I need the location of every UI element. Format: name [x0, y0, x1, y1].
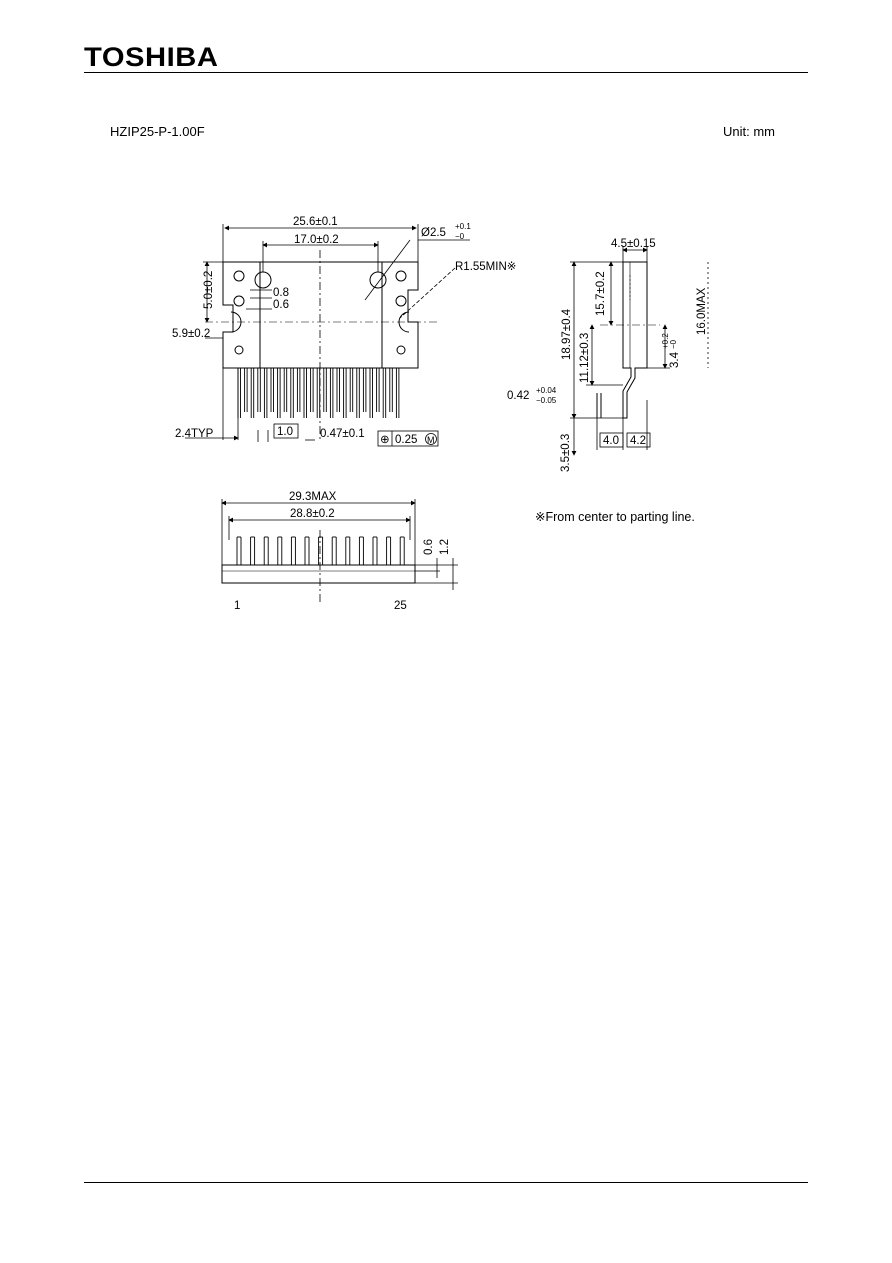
dim-d1: 0.6	[423, 539, 435, 555]
front-dimension-lines	[185, 224, 470, 442]
dim-h3: 11.12±0.3	[579, 332, 591, 383]
footnote: ※From center to parting line.	[535, 510, 695, 524]
dim-width: 25.6±0.1	[293, 216, 338, 228]
dim-h5: 3.4	[669, 352, 681, 368]
dim-v2: 5.9±0.2	[172, 328, 211, 340]
dim-b2: 4.0	[603, 435, 619, 447]
dim-h5-minus: −0	[669, 339, 678, 349]
dim-h2: 18.97±0.4	[561, 308, 573, 360]
dim-typ: 2.4TYP	[175, 428, 214, 440]
dim-h4: 16.0MAX	[696, 287, 708, 335]
dim-h1: 15.7±0.2	[595, 271, 607, 316]
dim-b3: 4.2	[630, 435, 646, 447]
dim-lead-t-minus: −0.05	[536, 396, 557, 405]
dim-08: 0.8	[273, 287, 289, 299]
unit-label: Unit: mm	[723, 124, 775, 139]
dim-lead-t: 0.42	[507, 390, 530, 402]
dim-lead-t-plus: +0.04	[536, 386, 557, 395]
dim-v1: 5.0±0.2	[203, 270, 215, 309]
dim-hole-dia: Ø2.5	[421, 227, 446, 239]
dim-06: 0.6	[273, 299, 289, 311]
dim-h5-plus: +0.2	[661, 333, 670, 349]
package-name: HZIP25-P-1.00F	[110, 124, 205, 139]
footer-rule	[84, 1182, 808, 1183]
dim-d2: 1.2	[439, 539, 451, 555]
pos-tol: 0.25	[395, 434, 418, 446]
bottom-leads	[237, 537, 404, 565]
side-dimension-labels	[507, 238, 708, 472]
dim-b1: 3.5±0.3	[560, 433, 572, 472]
front-leads	[238, 368, 399, 418]
dim-radius: R1.55MIN※	[455, 261, 517, 273]
toshiba-logo: TOSHIBA	[84, 42, 219, 72]
dim-hole-tol-minus: −0	[455, 232, 465, 241]
pin-last: 25	[394, 600, 407, 612]
pin-first: 1	[234, 600, 241, 612]
mod-symbol: M	[427, 435, 435, 445]
dim-bottom-width: 28.8±0.2	[290, 508, 335, 520]
pos-symbol: ⊕	[380, 434, 390, 446]
dim-thickness: 4.5±0.15	[611, 238, 656, 250]
dim-max-width: 29.3MAX	[289, 491, 337, 503]
front-dimension-labels	[172, 216, 516, 446]
dim-lead-width: 0.47±0.1	[320, 428, 365, 440]
dim-pitch: 1.0	[277, 426, 293, 438]
dim-hole-pitch: 17.0±0.2	[294, 234, 339, 246]
dim-hole-tol-plus: +0.1	[455, 222, 471, 231]
bottom-dimension-labels	[234, 491, 451, 612]
